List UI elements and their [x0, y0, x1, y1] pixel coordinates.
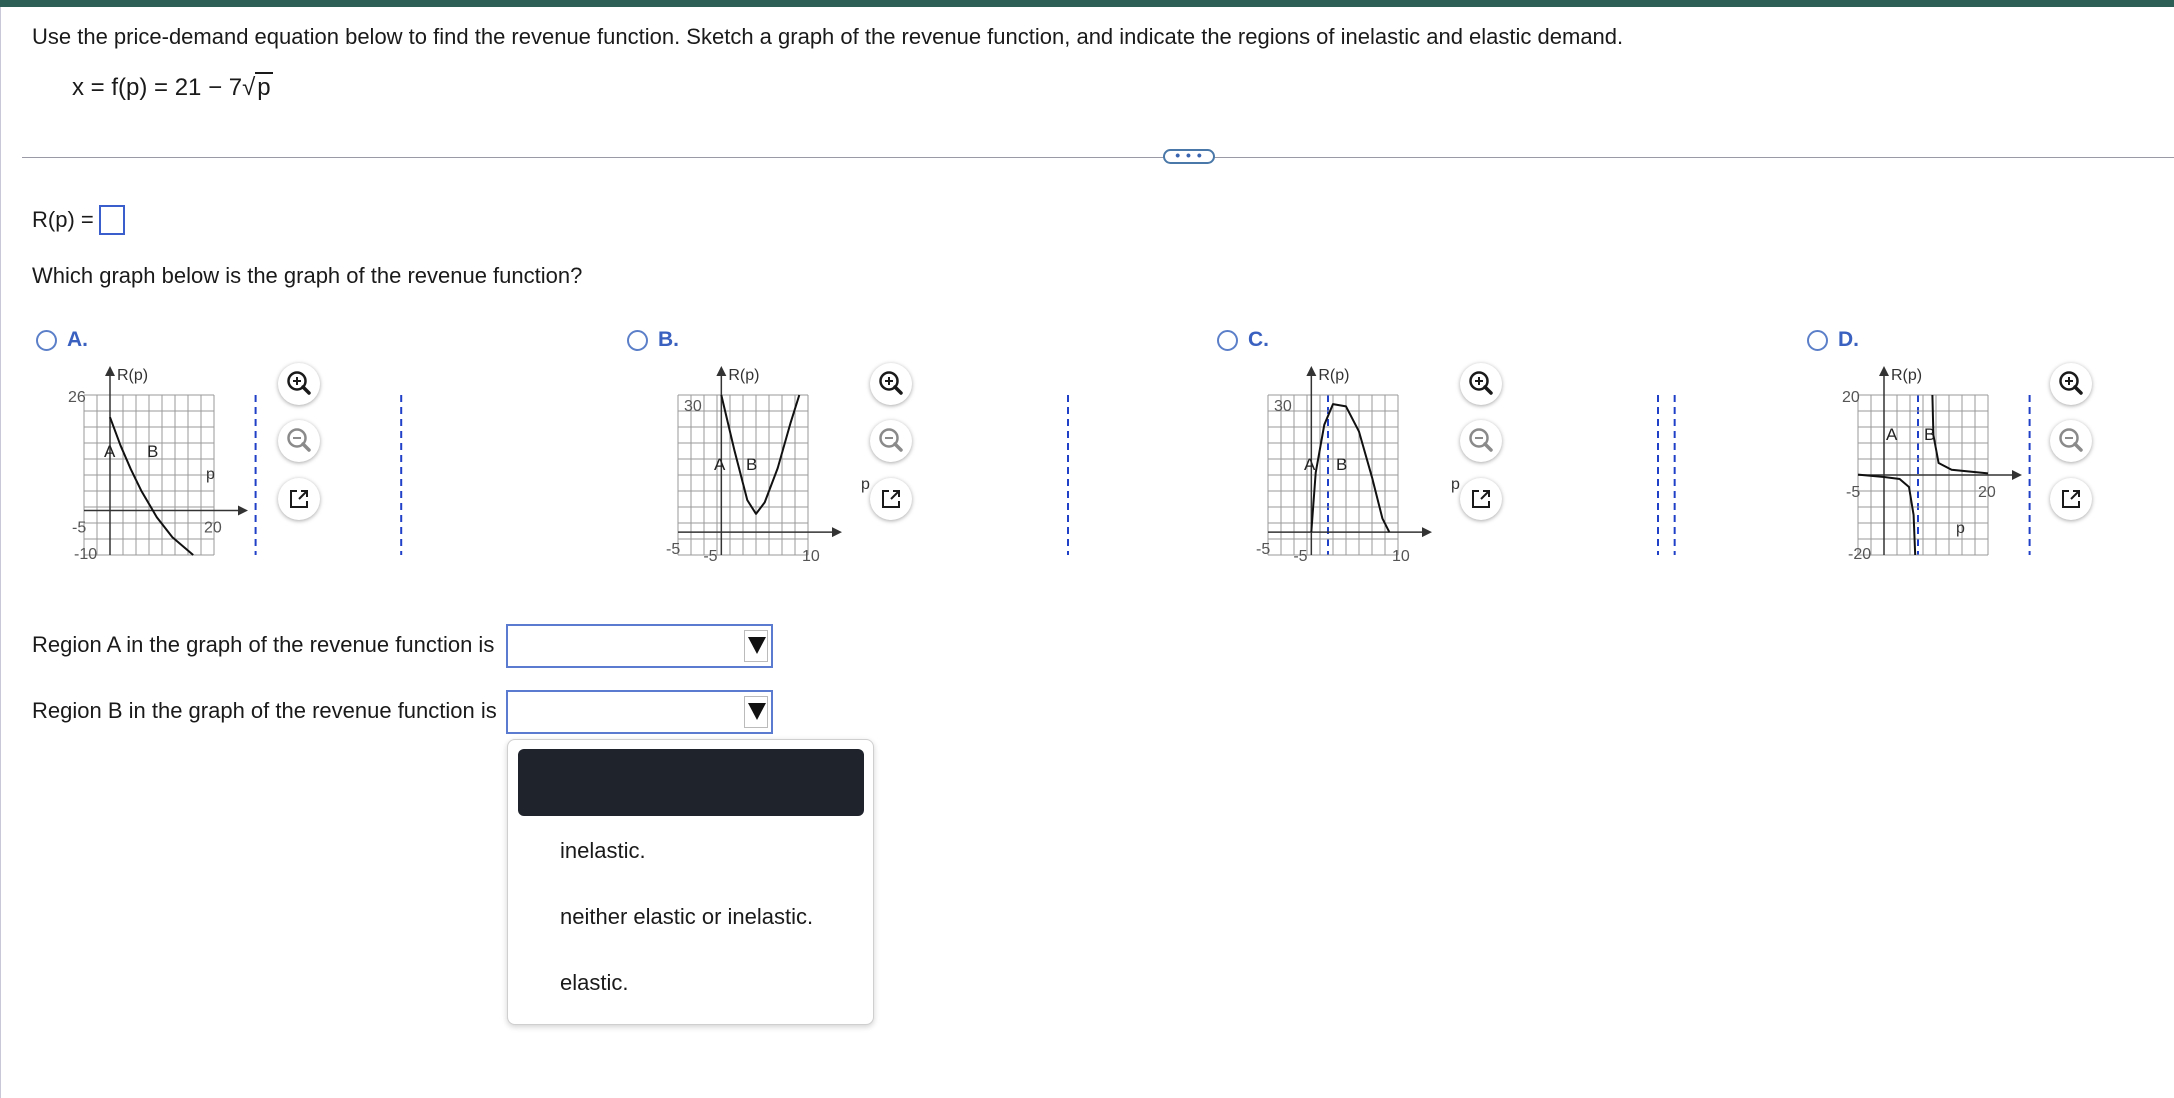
y-axis-label: R(p): [117, 367, 149, 384]
y-tick-bottom: -5: [1293, 548, 1308, 565]
option-c-letter[interactable]: C.: [1248, 328, 1269, 351]
region-b-dropdown-menu: [507, 739, 874, 1025]
y-axis-arrow: [1306, 366, 1316, 376]
option-a-zoom-in-button[interactable]: [278, 363, 320, 405]
region-b-marker: B: [147, 442, 159, 461]
external-link-icon: [2050, 478, 2092, 520]
y-tick-top: 30: [684, 398, 702, 415]
external-link-icon: [278, 478, 320, 520]
region-b-select[interactable]: [506, 690, 773, 734]
option-d-graph: [1842, 360, 2054, 563]
option-a-graph: [68, 360, 280, 563]
option-b-letter[interactable]: B.: [658, 328, 679, 351]
region-b-marker: B: [1924, 425, 1936, 444]
x-tick-max: 20: [1978, 484, 1996, 501]
region-b-dropdown-arrow[interactable]: [744, 696, 768, 728]
y-axis-label: R(p): [728, 367, 760, 384]
option-a-zoom-out-button[interactable]: [278, 420, 320, 462]
option-d-letter[interactable]: D.: [1838, 328, 1859, 351]
x-axis-arrow: [1422, 527, 1432, 537]
option-b-zoom-in-button[interactable]: [870, 363, 912, 405]
external-link-icon: [1460, 478, 1502, 520]
option-a-popout-button[interactable]: [278, 478, 320, 520]
question-prompt: Use the price-demand equation below to find the revenue function. Sketch a graph of the revenue function, and indicate the regions of inelastic and elastic demand.: [32, 24, 1624, 49]
region-a-marker: A: [714, 455, 726, 474]
x-tick-min: -5: [666, 541, 681, 559]
option-a-letter[interactable]: A.: [67, 328, 88, 351]
option-c-zoom-in-button[interactable]: [1460, 363, 1502, 405]
revenue-curve: [721, 395, 799, 514]
x-tick-min: -5: [72, 519, 87, 537]
top-accent-bar: [0, 0, 2174, 7]
option-c-graph: [1254, 360, 1464, 565]
equation-prefix: x = f(p) = 21 − 7: [72, 74, 243, 101]
sqrt-symbol: √: [242, 74, 256, 101]
zoom-in-icon: [1460, 363, 1502, 405]
x-axis-arrow: [2012, 470, 2022, 480]
revenue-answer-input[interactable]: [99, 205, 125, 235]
option-c-zoom-out-button[interactable]: [1460, 420, 1502, 462]
region-a-marker: A: [1304, 455, 1316, 474]
y-axis-arrow: [1879, 366, 1889, 376]
dropdown-option-blank[interactable]: [518, 749, 864, 816]
x-axis-arrow: [238, 506, 248, 516]
dropdown-option-inelastic[interactable]: inelastic.: [560, 838, 646, 863]
y-axis-arrow: [716, 366, 726, 376]
x-axis-label: p: [1956, 520, 1965, 537]
caret-down-icon: [748, 703, 766, 720]
caret-down-icon: [748, 637, 766, 654]
x-tick-min: -5: [1846, 484, 1861, 501]
external-link-icon: [870, 478, 912, 520]
dropdown-option-elastic[interactable]: elastic.: [560, 970, 629, 995]
option-c-popout-button[interactable]: [1460, 478, 1502, 520]
x-tick-max: 20: [204, 519, 222, 537]
option-b-popout-button[interactable]: [870, 478, 912, 520]
y-axis-label: R(p): [1318, 367, 1350, 384]
section-divider: [22, 157, 2174, 158]
region-a-label: Region A in the graph of the revenue function is: [32, 632, 495, 657]
x-axis-arrow: [832, 527, 842, 537]
region-a-dropdown-arrow[interactable]: [744, 630, 768, 662]
y-tick-bottom: -20: [1848, 546, 1872, 563]
revenue-curve-right: [1932, 395, 1988, 473]
revenue-curve-left: [1858, 475, 1915, 555]
option-b-radio[interactable]: [627, 330, 648, 351]
expand-button[interactable]: • • •: [1163, 149, 1215, 164]
y-tick-top: 30: [1274, 398, 1292, 415]
x-axis-label: p: [1451, 476, 1460, 493]
x-tick-max: 10: [802, 548, 820, 565]
zoom-out-icon: [2050, 420, 2092, 462]
x-axis-label: p: [861, 476, 870, 493]
option-c-radio[interactable]: [1217, 330, 1238, 351]
zoom-out-icon: [870, 420, 912, 462]
region-a-select[interactable]: [506, 624, 773, 668]
graph-question: Which graph below is the graph of the revenue function?: [32, 263, 583, 288]
x-tick-min: -5: [1256, 541, 1271, 559]
zoom-in-icon: [278, 363, 320, 405]
zoom-out-icon: [278, 420, 320, 462]
sqrt-argument: p: [257, 74, 271, 101]
y-tick-top: 20: [1842, 389, 1860, 406]
price-demand-equation: [72, 74, 273, 102]
region-a-marker: A: [1886, 425, 1898, 444]
revenue-function-label: R(p) =: [32, 207, 94, 232]
y-tick-bottom: -5: [703, 548, 718, 565]
dropdown-option-neither[interactable]: neither elastic or inelastic.: [560, 904, 814, 929]
region-b-label: Region B in the graph of the revenue function is: [32, 698, 497, 723]
y-tick-top: 26: [68, 389, 86, 406]
option-a-radio[interactable]: [36, 330, 57, 351]
option-b-graph: [664, 360, 874, 565]
y-axis-label: R(p): [1891, 367, 1923, 384]
option-d-popout-button[interactable]: [2050, 478, 2092, 520]
region-a-marker: A: [104, 442, 116, 461]
x-axis-label: p: [206, 466, 215, 483]
left-border-line: [0, 7, 1, 1098]
region-b-marker: B: [746, 455, 758, 474]
y-tick-bottom: -10: [74, 546, 98, 563]
zoom-in-icon: [870, 363, 912, 405]
option-b-zoom-out-button[interactable]: [870, 420, 912, 462]
x-tick-max: 10: [1392, 548, 1410, 565]
y-axis-arrow: [105, 366, 115, 376]
option-d-radio[interactable]: [1807, 330, 1828, 351]
region-b-marker: B: [1336, 455, 1348, 474]
zoom-in-icon: [2050, 363, 2092, 405]
zoom-out-icon: [1460, 420, 1502, 462]
option-d-zoom-in-button[interactable]: [2050, 363, 2092, 405]
revenue-curve: [110, 417, 193, 555]
revenue-curve: [1311, 404, 1389, 532]
option-d-zoom-out-button[interactable]: [2050, 420, 2092, 462]
